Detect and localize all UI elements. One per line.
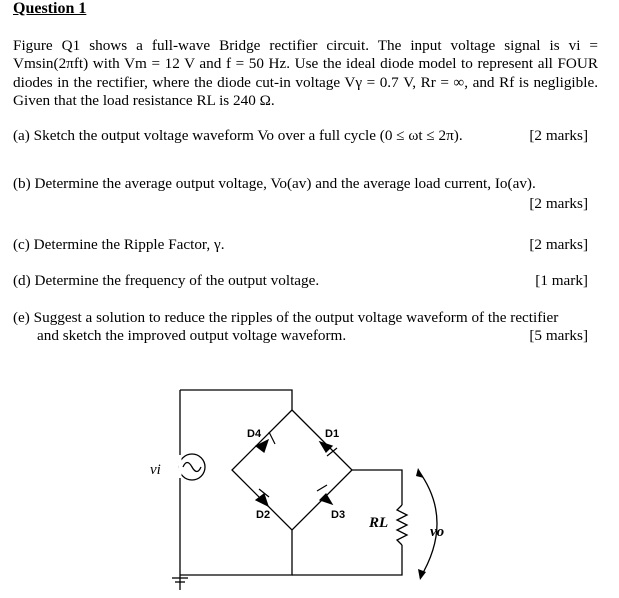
part-a-label: (a) bbox=[13, 127, 30, 144]
source-label: vi bbox=[150, 462, 161, 478]
diode-d4-icon bbox=[256, 440, 268, 452]
diode-d1-icon bbox=[320, 442, 332, 452]
part-b-label: (b) bbox=[13, 175, 31, 192]
part-a-marks: [2 marks] bbox=[529, 127, 588, 144]
part-e-marks: [5 marks] bbox=[529, 327, 588, 344]
part-c-marks: [2 marks] bbox=[529, 236, 588, 253]
arc-arrow-top bbox=[416, 468, 424, 478]
part-e-label: (e) bbox=[13, 309, 30, 326]
part-d-text: Determine the frequency of the output voltage. bbox=[34, 272, 320, 289]
part-d-label: (d) bbox=[13, 272, 31, 289]
wire-right bbox=[352, 470, 402, 505]
part-c-text: Determine the Ripple Factor, γ. bbox=[33, 236, 225, 253]
output-label: vo bbox=[430, 524, 445, 540]
part-e-text-line1: Suggest a solution to reduce the ripples of the output voltage waveform of the rectifier bbox=[33, 309, 559, 326]
part-b-text: Determine the average output voltage, Vo(av) and the average load current, Io(av). bbox=[34, 175, 536, 192]
wire-top bbox=[180, 390, 292, 410]
d2-label: D2 bbox=[256, 509, 271, 521]
question-title: Question 1 bbox=[13, 0, 87, 17]
load-resistor bbox=[397, 505, 407, 545]
diode-d3-icon bbox=[320, 494, 332, 504]
wire-bottom bbox=[180, 540, 292, 575]
part-d-marks: [1 mark] bbox=[535, 272, 588, 289]
d4-label: D4 bbox=[247, 428, 262, 440]
intro-text: Figure Q1 shows a full-wave Bridge rectifier circuit. The input voltage signal is vi = Vmsin(2πft) with Vm = 12 V and f = 50 Hz. Use the ideal diode model to represent all FOUR diodes in the rectifier, where the diode cut-in voltage Vγ = 0.7 V, Rr = ∞, and Rf is negligible. Given that the load resistance RL is 240 Ω. bbox=[13, 37, 598, 110]
d1-label: D1 bbox=[325, 428, 340, 440]
part-b-marks: [2 marks] bbox=[529, 195, 588, 212]
part-e-text-line2: and sketch the improved output voltage waveform. bbox=[37, 327, 347, 344]
part-c-label: (c) bbox=[13, 236, 30, 253]
part-a-text: Sketch the output voltage waveform Vo over a full cycle (0 ≤ ωt ≤ 2π). bbox=[33, 127, 463, 144]
load-label: RL bbox=[369, 515, 389, 531]
d3-label: D3 bbox=[331, 509, 346, 521]
